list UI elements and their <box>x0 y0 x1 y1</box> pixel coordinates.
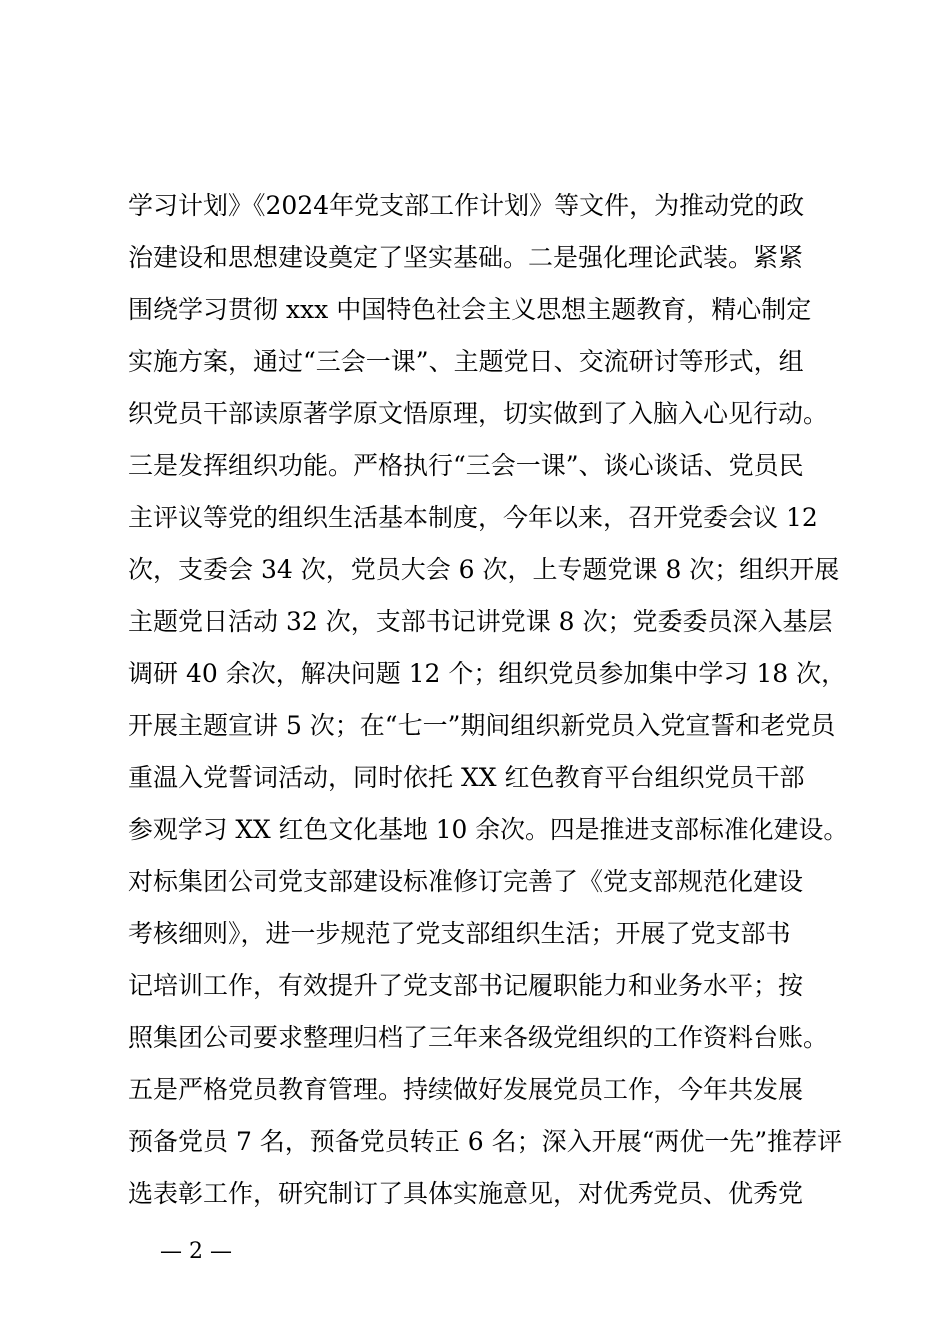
text-line: 开展主题宣讲 5 次；在“七一”期间组织新党员入党宣誓和老党员 <box>128 711 836 740</box>
text-line: 实施方案，通过“三会一课”、主题党日、交流研讨等形式，组 <box>128 347 804 376</box>
text-line: 记培训工作，有效提升了党支部书记履职能力和业务水平；按 <box>128 971 804 1000</box>
text-line: 参观学习 XX 红色文化基地 10 余次。四是推进支部标准化建设。 <box>128 815 849 844</box>
text-line: 选表彰工作，研究制订了具体实施意见，对优秀党员、优秀党 <box>128 1179 804 1208</box>
page-number: — 2 — <box>160 1239 232 1264</box>
text-line: 主评议等党的组织生活基本制度，今年以来，召开党委会议 12 <box>128 503 818 532</box>
body-text <box>128 180 848 1220</box>
text-line: 调研 40 余次，解决问题 12 个；组织党员参加集中学习 18 次， <box>128 659 847 688</box>
text-line: 治建设和思想建设奠定了坚实基础。二是强化理论武装。紧紧 <box>128 243 804 272</box>
text-line: 考核细则》，进一步规范了党支部组织生活；开展了党支部书 <box>128 919 791 948</box>
text-line: 织党员干部读原著学原文悟原理，切实做到了入脑入心见行动。 <box>128 399 829 428</box>
text-line: 次，支委会 34 次，党员大会 6 次，上专题党课 8 次；组织开展 <box>128 555 840 584</box>
text-line: 重温入党誓词活动，同时依托 XX 红色教育平台组织党员干部 <box>128 763 805 792</box>
text-line: 围绕学习贯彻 xxx 中国特色社会主义思想主题教育，精心制定 <box>128 295 812 324</box>
text-line: 主题党日活动 32 次，支部书记讲党课 8 次；党委委员深入基层 <box>128 607 833 636</box>
text-line: 对标集团公司党支部建设标准修订完善了《党支部规范化建设 <box>128 867 804 896</box>
text-line: 预备党员 7 名，预备党员转正 6 名；深入开展“两优一先”推荐评 <box>128 1127 843 1156</box>
text-line: 照集团公司要求整理归档了三年来各级党组织的工作资料台账。 <box>128 1023 829 1052</box>
text-line: 五是严格党员教育管理。持续做好发展党员工作，今年共发展 <box>128 1075 804 1104</box>
text-line: 学习计划》《2024年党支部工作计划》等文件，为推动党的政 <box>128 191 805 220</box>
text-line: 三是发挥组织功能。严格执行“三会一课”、谈心谈话、党员民 <box>128 451 804 480</box>
